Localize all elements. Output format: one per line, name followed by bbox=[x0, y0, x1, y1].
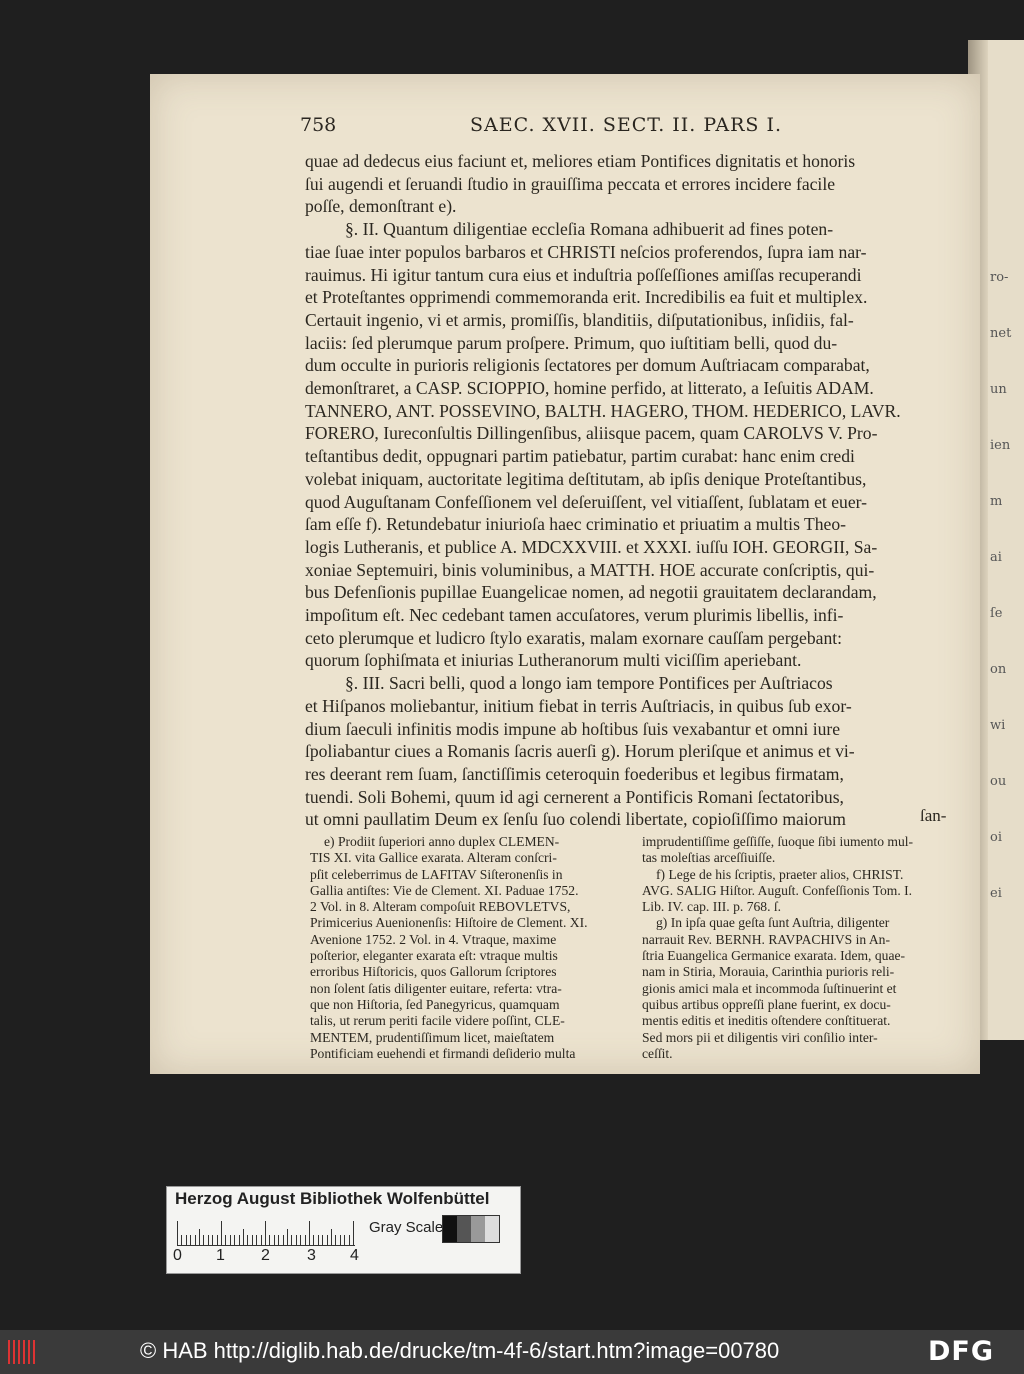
footnote-line: narrauit Rev. BERNH. RAVPACHIVS in An- bbox=[642, 931, 890, 947]
ruler-tick bbox=[225, 1235, 226, 1245]
footnote-line: Sed mors pii et diligentis viri conſilio inter- bbox=[642, 1029, 878, 1045]
footnotes-right bbox=[642, 834, 962, 1062]
color-calibration-card bbox=[166, 1186, 521, 1274]
ruler-tick bbox=[195, 1235, 196, 1245]
gray-scale-swatch bbox=[442, 1215, 500, 1243]
scale-ruler bbox=[177, 1219, 355, 1246]
footnote-line: 2 Vol. in 8. Alteram compoſuit REBOVLETVS, bbox=[310, 899, 571, 915]
gray-scale-label: Gray Scale bbox=[369, 1219, 444, 1236]
ruler-tick bbox=[190, 1235, 191, 1245]
ruler-tick bbox=[252, 1235, 253, 1245]
next-page-fragment: on bbox=[990, 662, 1007, 677]
footnote-line: Gallia antiſtes: Vie de Clement. XI. Paduae 1752. bbox=[310, 882, 579, 898]
text-line: dium ſaeculi infinitis modis impune ab hoſtibus ſuis vexabantur et omni iure bbox=[305, 718, 841, 739]
footnote-line: quibus artibus oppreſſi plane fuerint, ex docu- bbox=[642, 996, 891, 1012]
running-title: SAEC. XVII. SECT. II. PARS I. bbox=[470, 114, 783, 136]
footnote-line: Primicerius Auenionenſis: Hiſtoire de Clement. XI. bbox=[310, 915, 588, 931]
text-line: quod Auguſtanam Confeſſionem vel deſeruiſſent, vel vitiaſſent, ſublatam et euer- bbox=[305, 491, 868, 512]
ruler-tick bbox=[274, 1235, 275, 1245]
next-page-fragment: ien bbox=[990, 438, 1011, 453]
book-page bbox=[150, 74, 980, 1074]
text-line: §. II. Quantum diligentiae eccleſia Romana adhibuerit ad fines poten- bbox=[345, 219, 834, 240]
text-line: §. III. Sacri belli, quod a longo iam tempore Pontifices per Auſtriacos bbox=[345, 673, 833, 694]
page-number: 758 bbox=[300, 114, 337, 136]
ruler-tick bbox=[287, 1229, 288, 1245]
text-line: et Hiſpanos moliebantur, initium fiebat in terris Auſtriacis, in quibus ſub exor- bbox=[305, 695, 852, 716]
next-page-fragment: ſe bbox=[990, 606, 1003, 621]
ruler-tick bbox=[221, 1221, 222, 1245]
footnote-line: ceſſit. bbox=[642, 1045, 673, 1061]
text-line: tiae ſuae inter populos barbaros et CHRISTI neſcios proferendos, ſupra iam nar- bbox=[305, 241, 867, 262]
ruler-tick bbox=[230, 1235, 231, 1245]
footnote-line: erroribus Hiſtoricis, quos Gallorum ſcriptores bbox=[310, 964, 557, 980]
footer-bar bbox=[0, 1330, 1024, 1374]
footnote-line: poſterior, eleganter exarata eſt: vtraque multis bbox=[310, 948, 558, 964]
text-line: laciis: ſed plerumque parum proſpere. Primum, quo iuſtitiam belli, quod du- bbox=[305, 332, 838, 353]
next-page-fragment: oi bbox=[990, 830, 1002, 845]
text-line: res deerant rem ſuam, ſanctiſſimis ceteroquin foederibus et legibus firmatam, bbox=[305, 763, 844, 784]
footnote-line: AVG. SALIG Hiſtor. Auguſt. Confeſſionis Tom. I. bbox=[642, 882, 913, 898]
footnote-line: MENTEM, prudentiſſimum licet, maieſtatem bbox=[310, 1029, 555, 1045]
scale-number: 1 bbox=[216, 1247, 225, 1264]
dfg-logo: DFG bbox=[928, 1336, 995, 1367]
running-head bbox=[300, 114, 962, 144]
ruler-tick bbox=[296, 1235, 297, 1245]
ruler-tick bbox=[234, 1235, 235, 1245]
ruler-tick bbox=[300, 1235, 301, 1245]
ruler-tick bbox=[318, 1235, 319, 1245]
next-page-fragment: un bbox=[990, 382, 1007, 397]
next-page-fragment: ei bbox=[990, 886, 1002, 901]
footnote-line: imprudentiſſime geſſiſſe, ſuoque ſibi iumento mul- bbox=[642, 834, 914, 849]
text-line: et Proteſtantes opprimendi commemoranda erit. Incredibilis ea fuit et multiplex. bbox=[305, 287, 868, 308]
text-line: demonſtraret, a CASP. SCIOPPIO, homine perfido, at litterato, a Ieſuitis ADAM. bbox=[305, 378, 874, 399]
ruler-tick bbox=[327, 1235, 328, 1245]
ruler-tick bbox=[217, 1235, 218, 1245]
text-line: teſtantibus dedit, oppugnari partim patiebatur, partim curabat: hanc enim credi bbox=[305, 446, 855, 467]
ruler-tick bbox=[313, 1235, 314, 1245]
text-line: quae ad dedecus eius faciunt et, meliores etiam Pontifices dignitatis et honoris bbox=[305, 151, 856, 171]
footnote-line: talis, ut rerum periti facile videre poſſint, CLE- bbox=[310, 1013, 565, 1029]
footnote-line: Lib. IV. cap. III. p. 768. ſ. bbox=[642, 899, 782, 915]
ruler-tick bbox=[349, 1235, 350, 1245]
text-line: bus Defenſionis pupillae Euangelicae nomen, ad negotii grauitatem declarandam, bbox=[305, 582, 877, 603]
ruler-tick bbox=[322, 1235, 323, 1245]
gray-patch bbox=[485, 1216, 499, 1242]
footnote-line: mentis editis et ineditis oſtendere conſtituerat. bbox=[642, 1013, 891, 1029]
ruler-tick bbox=[181, 1235, 182, 1245]
next-page-fragment: ro- bbox=[990, 270, 1009, 285]
ruler-tick bbox=[278, 1235, 279, 1245]
text-line: rauimus. Hi igitur tantum cura eius et induſtria poſſeſſiones amiſſas recuperandi bbox=[305, 264, 862, 285]
ruler-tick bbox=[208, 1235, 209, 1245]
text-line: logis Lutheranis, et publice A. MDCXXVIII. et XXXI. iuſſu IOH. GEORGII, Sa- bbox=[305, 536, 878, 557]
footnote-line: g) In ipſa quae geſta ſunt Auſtria, diligenter bbox=[656, 915, 890, 931]
footnote-line: Pontificiam euehendi et firmandi deſiderio multa bbox=[310, 1045, 576, 1061]
footnote-line: ſtria Euangelica Germanice exarata. Idem, quae- bbox=[642, 948, 906, 964]
ruler-tick bbox=[243, 1229, 244, 1245]
gray-patch bbox=[471, 1216, 485, 1242]
ruler-tick bbox=[199, 1229, 200, 1245]
text-line: impoſitum eſt. Nec cedebant tamen accuſatores, verum plurimis libellis, infi- bbox=[305, 605, 844, 626]
main-text bbox=[305, 150, 960, 831]
text-line: tuendi. Soli Bohemi, quum id agi cernerent a Pontificis Romani ſectatoribus, bbox=[305, 786, 844, 807]
text-line: ſam eſſe f). Retundebatur iniurioſa haec criminatio et priuatim a multis Theo- bbox=[305, 514, 846, 535]
copyright-url[interactable]: © HAB http://diglib.hab.de/drucke/tm-4f-6/start.htm?image=00780 bbox=[140, 1338, 780, 1363]
catchword: ſan- bbox=[920, 806, 947, 825]
ruler-tick bbox=[331, 1229, 332, 1245]
barcode-icon bbox=[8, 1340, 38, 1364]
ruler-tick bbox=[344, 1235, 345, 1245]
ruler-tick bbox=[269, 1235, 270, 1245]
text-line: ut omni paullatim Deum ex ſenſu ſuo colendi libertate, copioſiſſimo maiorum bbox=[305, 809, 846, 830]
ruler-tick bbox=[203, 1235, 204, 1245]
footnote-line: pſit celeberrimus de LAFITAV Siſteronenſis in bbox=[310, 866, 563, 882]
text-line: volebat iniquam, auctoritate legitima deſtitutam, ab ipſis denique Proteſtantibus, bbox=[305, 468, 867, 489]
footnote-line: nam in Stiria, Morauia, Carinthia purioris reli- bbox=[642, 964, 895, 980]
ruler-tick bbox=[335, 1235, 336, 1245]
next-page-fragment: m bbox=[990, 494, 1003, 509]
text-line: FORERO, Iureconſultis Dillingenſibus, aliisque pacem, quam CAROLVS V. Pro- bbox=[305, 423, 878, 444]
footnote-line: que non Hiſtoria, ſed Panegyricus, quamquam bbox=[310, 996, 560, 1012]
ruler-tick bbox=[353, 1221, 354, 1245]
text-line: TANNERO, ANT. POSSEVINO, BALTH. HAGERO, THOM. HEDERICO, LAVR. bbox=[305, 400, 901, 421]
text-line: quorum ſophiſmata et iniurias Lutheranorum multi viciſſim aperiebant. bbox=[305, 650, 802, 671]
ruler-tick bbox=[256, 1235, 257, 1245]
text-line: xoniae Septemuiri, binis voluminibus, a MATTH. HOE accurate conſcriptis, qui- bbox=[305, 559, 875, 580]
ruler-tick bbox=[261, 1235, 262, 1245]
scale-number: 3 bbox=[307, 1247, 316, 1264]
footnote-line: TIS XI. vita Gallice exarata. Alteram conſcri- bbox=[310, 850, 557, 866]
next-page-fragment: ai bbox=[990, 550, 1002, 565]
text-line: ſpoliabantur ciues a Romanis ſacris auerſi g). Horum pleriſque et animus et vi- bbox=[305, 741, 855, 762]
ruler-tick bbox=[305, 1235, 306, 1245]
text-line: Certauit ingenio, vi et armis, promiſſis, blanditiis, diſputationibus, inſidiis, fal- bbox=[305, 309, 854, 330]
ruler-tick bbox=[309, 1221, 310, 1245]
ruler-tick bbox=[212, 1235, 213, 1245]
ruler-tick bbox=[283, 1235, 284, 1245]
scale-number: 2 bbox=[261, 1247, 270, 1264]
scale-number: 0 bbox=[173, 1247, 182, 1264]
footnote-line: tas moleſtias arceſſiuiſſe. bbox=[642, 850, 776, 866]
ruler-tick bbox=[247, 1235, 248, 1245]
ruler-tick bbox=[291, 1235, 292, 1245]
footnotes-left bbox=[310, 834, 632, 1062]
ruler-tick bbox=[265, 1221, 266, 1245]
next-page-fragment: ou bbox=[990, 774, 1007, 789]
footnote-line: non ſolent ſatis diligenter euitare, referta: vtra- bbox=[310, 980, 562, 996]
text-line: ſui augendi et ſeruandi ſtudio in grauiſſima peccata et errores incidere facile bbox=[305, 173, 836, 194]
ruler-tick bbox=[186, 1235, 187, 1245]
library-name: Herzog August Bibliothek Wolfenbüttel bbox=[175, 1189, 490, 1208]
ruler-tick bbox=[340, 1235, 341, 1245]
ruler-tick bbox=[177, 1221, 178, 1245]
footnote-line: gionis amici mala et incommoda ſuſtinuerint et bbox=[642, 980, 897, 996]
scale-number: 4 bbox=[350, 1247, 359, 1264]
text-line: dum occulte in purioris religionis ſectatores per domum Auſtriacam comparabat, bbox=[305, 355, 870, 376]
footnote-line: Avenione 1752. 2 Vol. in 4. Vtraque, maxime bbox=[310, 931, 557, 947]
next-page-fragment: net bbox=[990, 326, 1012, 341]
footnote-line: e) Prodiit ſuperiori anno duplex CLEMEN- bbox=[324, 834, 560, 849]
text-line: ceto plerumque et ludicro ſtylo exaratis, malam exornare cauſſam pergebant: bbox=[305, 627, 843, 648]
footnote-line: f) Lege de his ſcriptis, praeter alios, CHRIST. bbox=[656, 866, 904, 882]
text-line: poſſe, demonſtrant e). bbox=[305, 196, 457, 217]
next-page-fragment: wi bbox=[990, 718, 1006, 733]
ruler-tick bbox=[239, 1235, 240, 1245]
gray-patch bbox=[457, 1216, 471, 1242]
gray-patch bbox=[443, 1216, 457, 1242]
